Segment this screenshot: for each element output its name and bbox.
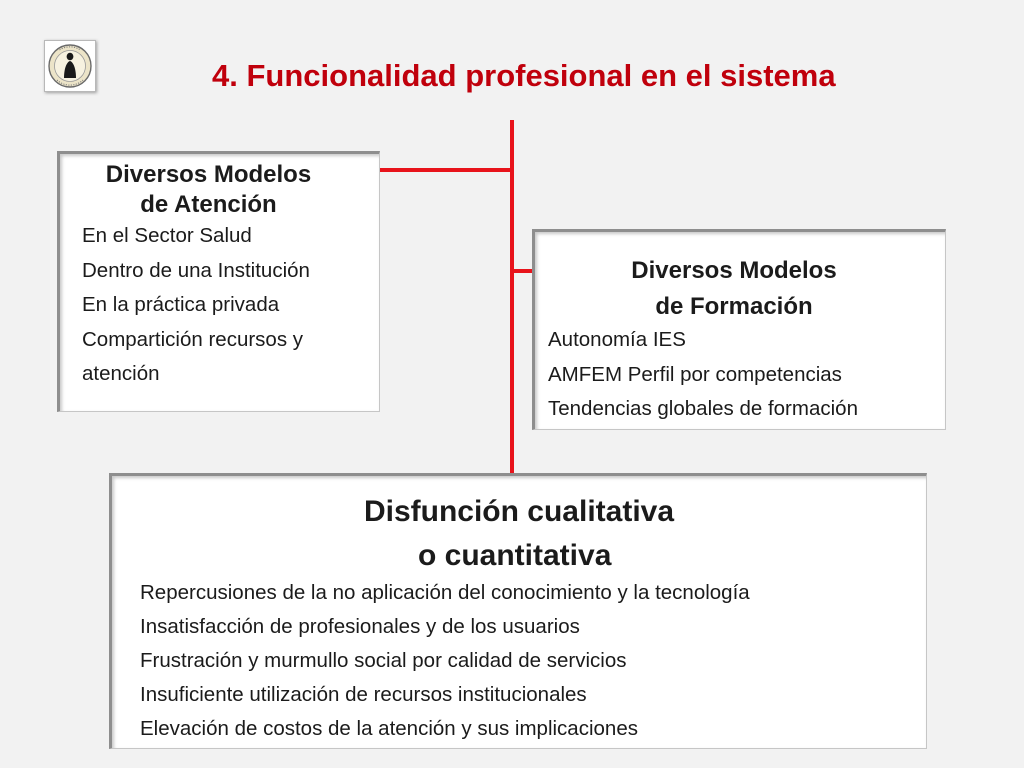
box-modelos-formacion — [532, 229, 946, 430]
list-item: Autonomía IES — [548, 328, 686, 351]
heading-line: Disfunción cualitativa — [363, 495, 675, 528]
box-heading-atencion — [60, 154, 379, 220]
list-disfuncion — [112, 576, 926, 746]
list-item: En el Sector Salud — [82, 224, 252, 247]
list-item: Insuficiente utilización de recursos institucionales — [140, 683, 587, 706]
list-item: Tendencias globales de formación — [548, 397, 858, 420]
list-item: AMFEM Perfil por competencias — [548, 362, 842, 386]
list-item: Dentro de una Institución — [82, 258, 310, 282]
heading-line: Diversos Modelos — [631, 257, 837, 284]
list-item: Elevación de costos de la atención y sus implicaciones — [140, 717, 638, 740]
heading-line: de Formación — [655, 293, 813, 320]
list-item: Compartición recursos y atención — [82, 327, 304, 385]
list-item: Frustración y murmullo social por calidad de servicios — [140, 649, 627, 672]
box-disfuncion — [109, 473, 927, 749]
list-item: En la práctica privada — [82, 293, 280, 316]
heading-line: o cuantitativa — [418, 538, 612, 572]
box-modelos-atencion — [57, 151, 380, 412]
box-heading-disfuncion — [112, 476, 926, 577]
heading-line: Diversos Modelos — [105, 161, 312, 188]
list-item: Repercusiones de la no aplicación del conocimiento y la tecnología — [140, 581, 750, 604]
list-item: Insatisfacción de profesionales y de los usuarios — [140, 615, 580, 638]
list-formacion — [535, 323, 945, 427]
box-heading-formacion — [535, 232, 945, 325]
page-title: 4. Funcionalidad profesional en el sistema — [212, 58, 836, 93]
heading-line: de Atención — [140, 191, 277, 218]
list-atencion — [60, 219, 379, 392]
